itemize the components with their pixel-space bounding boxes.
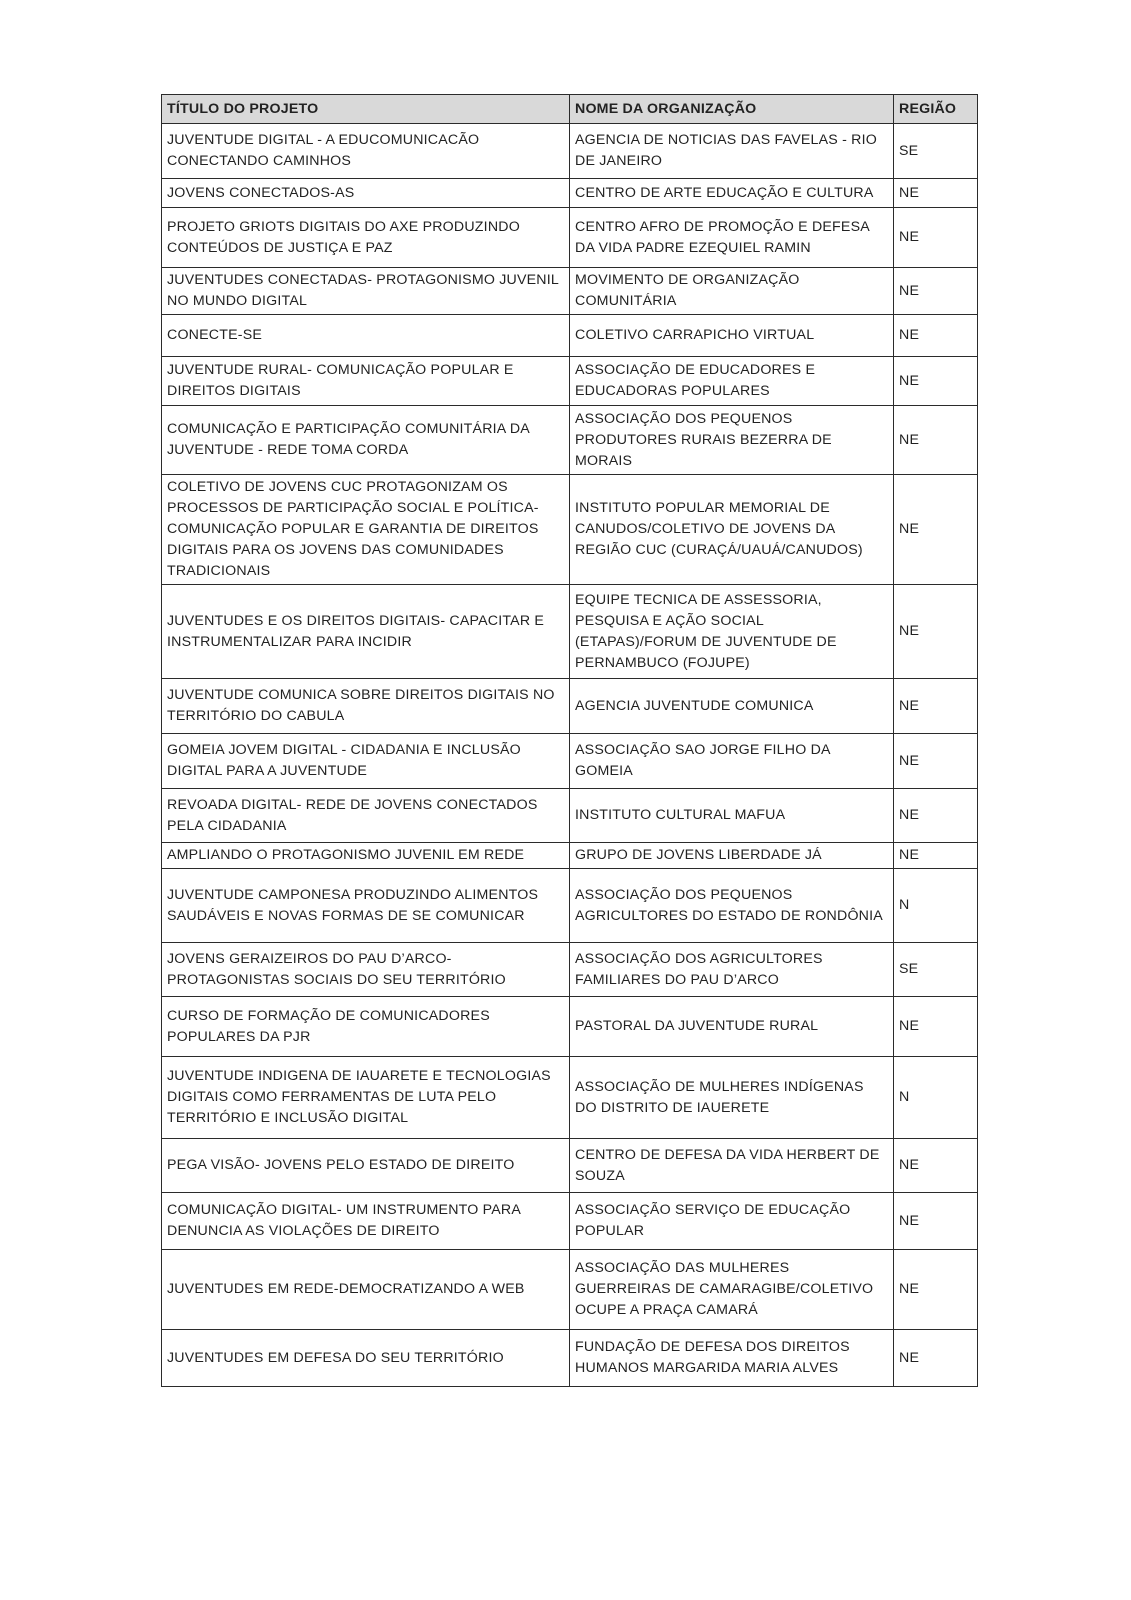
region-cell: NE [894,843,978,869]
table-row [162,734,978,789]
region-cell: NE [894,357,978,406]
table-row [162,179,978,208]
project-title-cell: JOVENS GERAIZEIROS DO PAU D’ARCO-PROTAGONISTAS SOCIAIS DO SEU TERRITÓRIO [162,943,570,997]
table-row [162,475,978,585]
region-cell: NE [894,585,978,679]
project-title-cell: JUVENTUDE COMUNICA SOBRE DIREITOS DIGITAIS NO TERRITÓRIO DO CABULA [162,679,570,734]
project-title-cell: JUVENTUDE DIGITAL - A EDUCOMUNICACÃO CONECTANDO CAMINHOS [162,124,570,179]
table-row [162,997,978,1057]
region-cell: NE [894,679,978,734]
table-row [162,268,978,315]
region-cell: NE [894,475,978,585]
project-title-cell: JUVENTUDE INDIGENA DE IAUARETE E TECNOLOGIAS DIGITAIS COMO FERRAMENTAS DE LUTA PELO TERRITÓRIO E INCLUSÃO DIGITAL [162,1057,570,1139]
project-title-cell: GOMEIA JOVEM DIGITAL - CIDADANIA E INCLUSÃO DIGITAL PARA A JUVENTUDE [162,734,570,789]
region-cell: NE [894,1193,978,1250]
organization-cell: ASSOCIAÇÃO DOS AGRICULTORES FAMILIARES DO PAU D’ARCO [570,943,894,997]
organization-cell: AGENCIA DE NOTICIAS DAS FAVELAS - RIO DE JANEIRO [570,124,894,179]
organization-cell: ASSOCIAÇÃO DOS PEQUENOS AGRICULTORES DO ESTADO DE RONDÔNIA [570,869,894,943]
project-title-cell: CONECTE-SE [162,315,570,357]
project-title-cell: PEGA VISÃO- JOVENS PELO ESTADO DE DIREITO [162,1139,570,1193]
project-title-cell: JUVENTUDES EM DEFESA DO SEU TERRITÓRIO [162,1330,570,1387]
project-title-cell: REVOADA DIGITAL- REDE DE JOVENS CONECTADOS PELA CIDADANIA [162,789,570,843]
table-row [162,208,978,268]
table-row [162,357,978,406]
organization-cell: ASSOCIAÇÃO DOS PEQUENOS PRODUTORES RURAIS BEZERRA DE MORAIS [570,406,894,475]
project-title-cell: JUVENTUDES EM REDE-DEMOCRATIZANDO A WEB [162,1250,570,1330]
region-cell: NE [894,734,978,789]
project-title-cell: AMPLIANDO O PROTAGONISMO JUVENIL EM REDE [162,843,570,869]
organization-cell: FUNDAÇÃO DE DEFESA DOS DIREITOS HUMANOS MARGARIDA MARIA ALVES [570,1330,894,1387]
organization-cell: CENTRO DE ARTE EDUCAÇÃO E CULTURA [570,179,894,208]
table-row [162,1057,978,1139]
organization-cell: CENTRO DE DEFESA DA VIDA HERBERT DE SOUZA [570,1139,894,1193]
table-row [162,869,978,943]
organization-cell: ASSOCIAÇÃO DE MULHERES INDÍGENAS DO DISTRITO DE IAUERETE [570,1057,894,1139]
project-title-cell: COMUNICAÇÃO DIGITAL- UM INSTRUMENTO PARA DENUNCIA AS VIOLAÇÕES DE DIREITO [162,1193,570,1250]
organization-cell: ASSOCIAÇÃO DAS MULHERES GUERREIRAS DE CAMARAGIBE/COLETIVO OCUPE A PRAÇA CAMARÁ [570,1250,894,1330]
region-cell: NE [894,406,978,475]
organization-cell: PASTORAL DA JUVENTUDE RURAL [570,997,894,1057]
region-cell: NE [894,179,978,208]
table-row [162,843,978,869]
project-title-cell: COMUNICAÇÃO E PARTICIPAÇÃO COMUNITÁRIA DA JUVENTUDE - REDE TOMA CORDA [162,406,570,475]
region-cell: SE [894,124,978,179]
region-cell: NE [894,1139,978,1193]
project-title-cell: COLETIVO DE JOVENS CUC PROTAGONIZAM OS PROCESSOS DE PARTICIPAÇÃO SOCIAL E POLÍTICA-COMUNICAÇÃO POPULAR E GARANTIA DE DIREITOS DIGITAIS PARA OS JOVENS DAS COMUNIDADES TRADICIONAIS [162,475,570,585]
header-organization-name: NOME DA ORGANIZAÇÃO [570,95,894,124]
table-row [162,315,978,357]
organization-cell: ASSOCIAÇÃO SERVIÇO DE EDUCAÇÃO POPULAR [570,1193,894,1250]
project-title-cell: JUVENTUDE CAMPONESA PRODUZINDO ALIMENTOS SAUDÁVEIS E NOVAS FORMAS DE SE COMUNICAR [162,869,570,943]
organization-cell: AGENCIA JUVENTUDE COMUNICA [570,679,894,734]
table-row [162,1139,978,1193]
table-row [162,406,978,475]
project-title-cell: JUVENTUDE RURAL- COMUNICAÇÃO POPULAR E DIREITOS DIGITAIS [162,357,570,406]
organization-cell: INSTITUTO POPULAR MEMORIAL DE CANUDOS/COLETIVO DE JOVENS DA REGIÃO CUC (CURAÇÁ/UAUÁ/CANUDOS) [570,475,894,585]
region-cell: NE [894,1330,978,1387]
organization-cell: INSTITUTO CULTURAL MAFUA [570,789,894,843]
table-row [162,1193,978,1250]
table-row [162,1330,978,1387]
region-cell: NE [894,208,978,268]
region-cell: NE [894,268,978,315]
projects-table [161,94,978,1387]
table-row [162,679,978,734]
organization-cell: EQUIPE TECNICA DE ASSESSORIA, PESQUISA E AÇÃO SOCIAL (ETAPAS)/FORUM DE JUVENTUDE DE PERNAMBUCO (FOJUPE) [570,585,894,679]
table-row [162,943,978,997]
organization-cell: COLETIVO CARRAPICHO VIRTUAL [570,315,894,357]
table-row [162,124,978,179]
region-cell: NE [894,315,978,357]
region-cell: NE [894,997,978,1057]
organization-cell: CENTRO AFRO DE PROMOÇÃO E DEFESA DA VIDA PADRE EZEQUIEL RAMIN [570,208,894,268]
header-region: REGIÃO [894,95,978,124]
region-cell: N [894,869,978,943]
project-title-cell: JUVENTUDES E OS DIREITOS DIGITAIS- CAPACITAR E INSTRUMENTALIZAR PARA INCIDIR [162,585,570,679]
organization-cell: ASSOCIAÇÃO DE EDUCADORES E EDUCADORAS POPULARES [570,357,894,406]
table-row [162,1250,978,1330]
table-row [162,789,978,843]
project-title-cell: CURSO DE FORMAÇÃO DE COMUNICADORES POPULARES DA PJR [162,997,570,1057]
table-row [162,585,978,679]
organization-cell: MOVIMENTO DE ORGANIZAÇÃO COMUNITÁRIA [570,268,894,315]
region-cell: NE [894,789,978,843]
header-project-title: TÍTULO DO PROJETO [162,95,570,124]
project-title-cell: JUVENTUDES CONECTADAS- PROTAGONISMO JUVENIL NO MUNDO DIGITAL [162,268,570,315]
organization-cell: ASSOCIAÇÃO SAO JORGE FILHO DA GOMEIA [570,734,894,789]
project-title-cell: PROJETO GRIOTS DIGITAIS DO AXE PRODUZINDO CONTEÚDOS DE JUSTIÇA E PAZ [162,208,570,268]
region-cell: SE [894,943,978,997]
table-header-row [162,95,978,124]
region-cell: N [894,1057,978,1139]
region-cell: NE [894,1250,978,1330]
organization-cell: GRUPO DE JOVENS LIBERDADE JÁ [570,843,894,869]
project-title-cell: JOVENS CONECTADOS-AS [162,179,570,208]
